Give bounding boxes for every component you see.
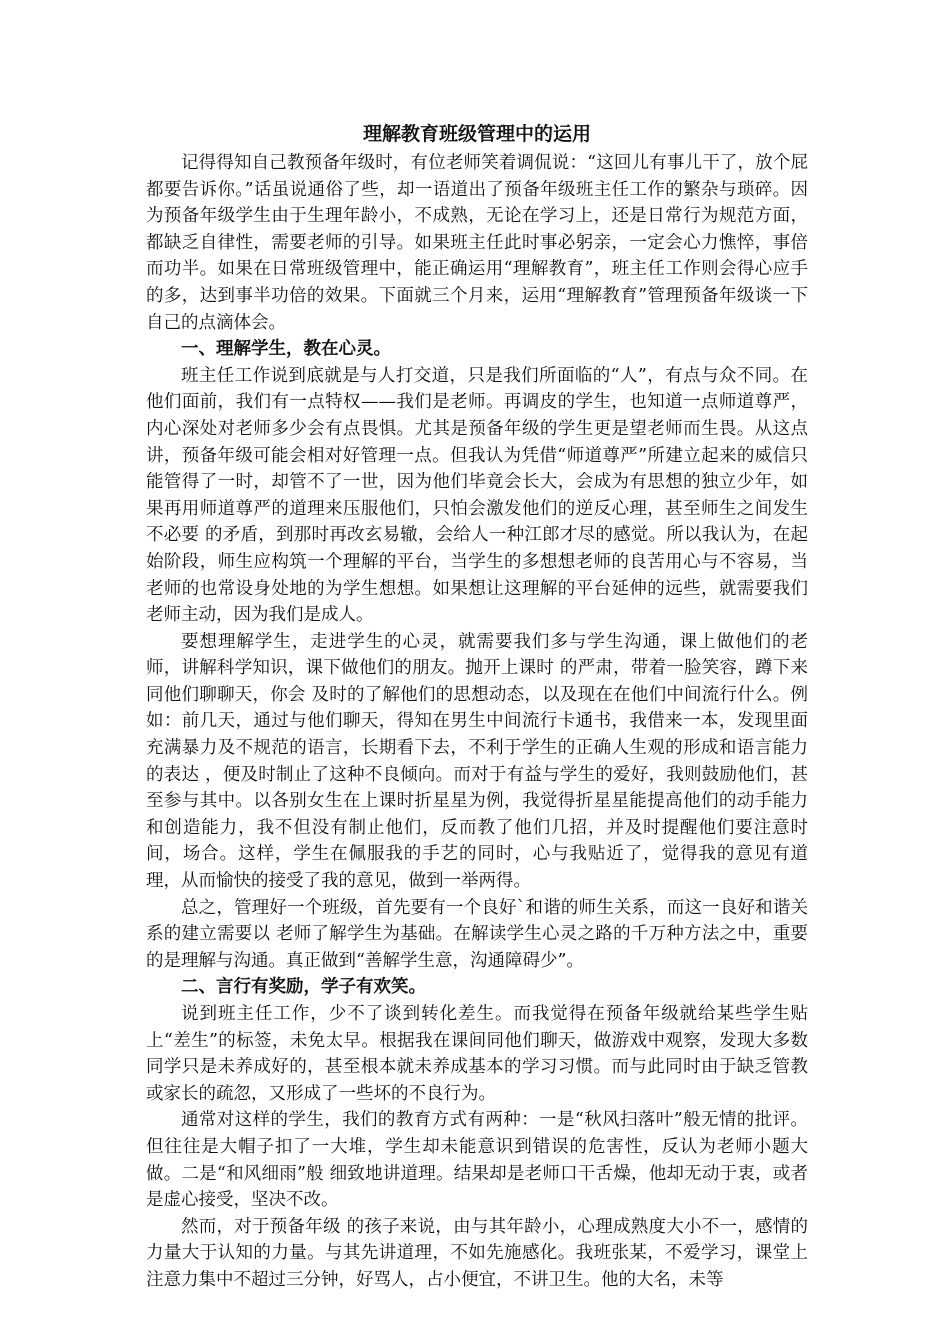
body-paragraph: 总之，管理好一个班级，首先要有一个良好`和谐的师生关系，而这一良好和谐关系的建立需要以 老师了解学生为基础。在解读学生心灵之路的千万种方法之中，重要的是理解与沟通。真正做到“善解学生意，沟通障碍少”。 xyxy=(146,897,808,971)
document-page xyxy=(146,120,808,1294)
document-title: 理解教育班级管理中的运用 xyxy=(362,123,591,145)
intro-paragraph: 记得得知自己教预备年级时，有位老师笑着调侃说：“这回儿有事儿干了，放个屁都要告诉你。”话虽说通俗了些，却一语道出了预备年级班主任工作的繁杂与琐碎。因为预备年级学生由于生理年龄小，不成熟，无论在学习上，还是日常行为规范方面，都缺乏自律性，需要老师的引导。如果班主任此时事必躬亲，一定会心力憔悴，事倍而功半。如果在日常班级管理中，能正确运用“理解教育”，班主任工作则会得心应手的多，达到事半功倍的效果。下面就三个月来，运用“理解教育”管理预备年级谈一下自己的点滴体会。 xyxy=(146,153,808,333)
body-paragraph: 说到班主任工作，少不了谈到转化差生。而我觉得在预备年级就给某些学生贴上“差生”的标签，未免太早。根据我在课间同他们聊天，做游戏中观察，发现大多数同学只是未养成好的，甚至根本就未养成基本的学习习惯。而与此同时由于缺乏管教或家长的疏忽，又形成了一些坏的不良行为。 xyxy=(146,1004,808,1104)
body-paragraph: 要想理解学生，走进学生的心灵，就需要我们多与学生沟通，课上做他们的老师，讲解科学知识，课下做他们的朋友。抛开上课时 的严肃，带着一脸笑容，蹲下来同他们聊聊天，你会 及时的了解他们的思想动态，以及现在在他们中间流行什么。例如：前几天，通过与他们聊天，得知在男生中间流行卡通书，我借来一本，发现里面充满暴力及不规范的语言，长期看下去，不利于学生的正确人生观的形成和语言能力的表达 ，便及时制止了这种不良倾向。而对于有益与学生的爱好，我则鼓励他们，甚至参与其中。以各别女生在上课时折星星为例，我觉得折星星能提高他们的动手能力和创造能力，我不但没有制止他们，反而教了他们几招，并及时提醒他们要注意时间，场合。这样，学生在佩服我的手艺的同时，心与我贴近了，觉得我的意见有道理，从而愉快的接受了我的意见，做到一举两得。 xyxy=(146,631,808,892)
body-paragraph: 班主任工作说到底就是与人打交道，只是我们所面临的“人”，有点与众不同。在他们面前，我们有一点特权——我们是老师。再调皮的学生，也知道一点师道尊严，内心深处对老师多少会有点畏惧。尤其是预备年级的学生更是望老师而生畏。从这点讲，预备年级可能会相对好管理一点。但我认为凭借“师道尊严”所建立起来的威信只能管得了一时，却管不了一世，因为他们毕竟会长大，会成为有思想的独立少年，如果再用师道尊严的道理来压服他们，只怕会激发他们的逆反心理，甚至师生之间发生不必要 的矛盾，到那时再改玄易辙，会给人一种江郎才尽的感觉。所以我认为，在起始阶段，师生应构筑一个理解的平台，当学生的多想想老师的良苦用心与不容易，当老师的也常设身处地的为学生想想。如果想让这理解的平台延伸的远些，就需要我们老师主动，因为我们是成人。 xyxy=(146,365,808,626)
body-paragraph: 然而，对于预备年级 的孩子来说，由与其年龄小，心理成熟度大小不一，感情的力量大于认知的力量。与其先讲道理，不如先施感化。我班张某，不爱学习，课堂上注意力集中不超过三分钟，好骂人，占小便宜，不讲卫生。他的大名，未等 xyxy=(146,1216,808,1290)
section-heading-1: 一、理解学生，教在心灵。 xyxy=(181,339,391,360)
body-paragraph: 通常对这样的学生，我们的教育方式有两种：一是“秋风扫落叶”般无情的批评。但往往是大帽子扣了一大堆，学生却未能意识到错误的危害性，反认为老师小题大做。二是“和风细雨”般 细致地讲道理。结果却是老师口干舌燥，他却无动于衷，或者是虚心接受，坚决不改。 xyxy=(146,1110,808,1211)
section-heading-2: 二、言行有奖励，学子有欢笑。 xyxy=(181,977,426,998)
